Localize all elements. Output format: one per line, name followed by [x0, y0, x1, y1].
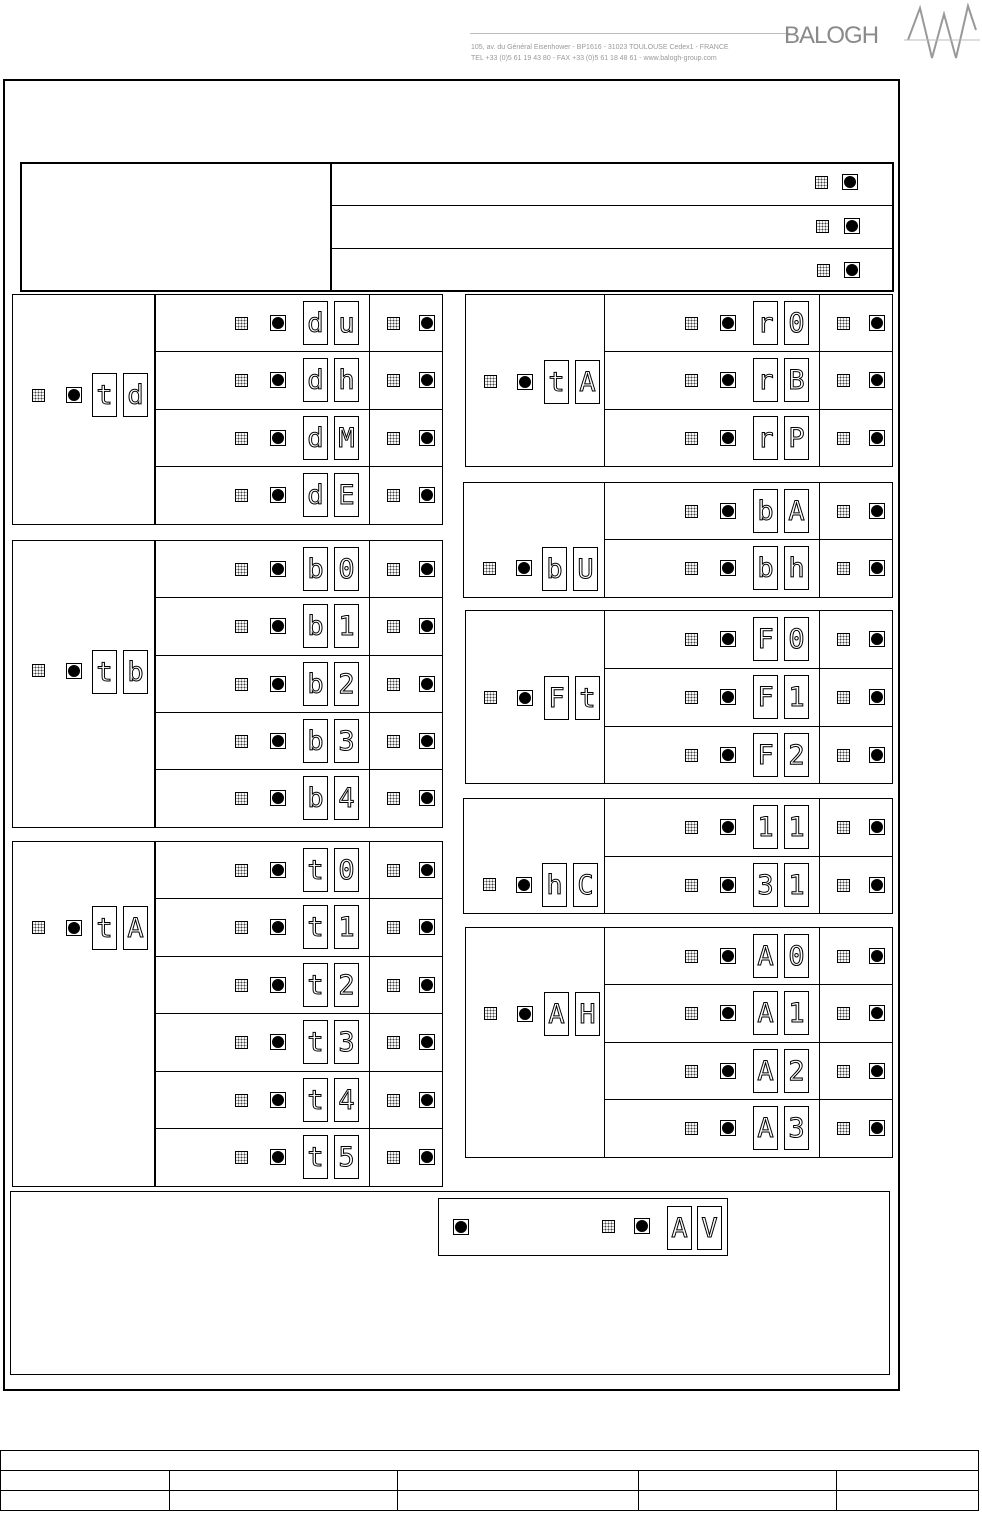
item-right-led-icon — [869, 430, 885, 446]
group-code-digit-1: t — [92, 906, 117, 950]
top-row-2-pattern-icon — [816, 220, 829, 233]
group-led-icon — [517, 374, 533, 390]
menu-group-box — [12, 841, 443, 1187]
group-code-digit-1: A — [544, 992, 569, 1036]
item-digit-1: A — [753, 991, 778, 1035]
item-right-led-icon — [419, 1034, 435, 1050]
footer-table — [0, 1450, 979, 1511]
item-digit-1: F — [753, 675, 778, 719]
item-right-pattern-icon — [837, 505, 850, 518]
item-led-icon — [270, 561, 286, 577]
item-right-pattern-icon — [387, 489, 400, 502]
item-right-led-icon — [419, 977, 435, 993]
item-right-led-icon — [869, 1063, 885, 1079]
item-digit-1: A — [753, 1106, 778, 1150]
group-led-icon — [516, 877, 532, 893]
item-right-pattern-icon — [387, 735, 400, 748]
item-right-pattern-icon — [837, 633, 850, 646]
item-led-icon — [270, 315, 286, 331]
item-led-icon — [720, 503, 736, 519]
item-digit-2: B — [784, 358, 809, 402]
item-digit-2: 1 — [784, 863, 809, 907]
item-pattern-icon — [235, 489, 248, 502]
item-digit-1: b — [303, 776, 328, 820]
item-digit-2: A — [784, 489, 809, 533]
item-led-icon — [720, 560, 736, 576]
item-pattern-icon — [235, 563, 248, 576]
item-digit-2: 3 — [334, 1020, 359, 1064]
group-code-digit-1: b — [542, 547, 567, 591]
item-right-led-icon — [869, 1005, 885, 1021]
item-digit-1: t — [303, 848, 328, 892]
address-line-2: TEL +33 (0)5 61 19 43 80 - FAX +33 (0)5 61 18 48 61 - www.balogh-group.com — [471, 55, 717, 62]
item-pattern-icon — [685, 749, 698, 762]
group-led-icon — [66, 920, 82, 936]
menu-row-line — [604, 668, 893, 669]
menu-row-line — [154, 712, 443, 713]
item-right-pattern-icon — [387, 678, 400, 691]
item-led-icon — [270, 487, 286, 503]
item-pattern-icon — [685, 1007, 698, 1020]
item-right-pattern-icon — [837, 691, 850, 704]
menu-row-line — [604, 726, 893, 727]
item-digit-2: 0 — [784, 617, 809, 661]
menu-group-divider-2 — [819, 610, 820, 783]
menu-group-divider — [604, 294, 605, 466]
item-right-led-icon — [419, 1092, 435, 1108]
group-pattern-icon — [32, 921, 45, 934]
item-pattern-icon — [235, 374, 248, 387]
item-digit-2: 2 — [334, 963, 359, 1007]
menu-row-line — [604, 409, 893, 410]
item-digit-2: 0 — [334, 848, 359, 892]
item-right-led-icon — [869, 372, 885, 388]
item-digit-2: 1 — [334, 604, 359, 648]
item-pattern-icon — [235, 432, 248, 445]
menu-group-divider — [604, 610, 605, 783]
item-right-pattern-icon — [837, 950, 850, 963]
item-pattern-icon — [685, 950, 698, 963]
menu-row-line — [604, 984, 893, 985]
item-digit-1: A — [753, 1049, 778, 1093]
group-pattern-icon — [483, 878, 496, 891]
item-pattern-icon — [685, 879, 698, 892]
item-right-pattern-icon — [837, 562, 850, 575]
item-digit-2: u — [334, 301, 359, 345]
item-led-icon — [270, 676, 286, 692]
item-digit-1: t — [303, 1078, 328, 1122]
menu-row-line — [154, 1071, 443, 1072]
item-right-led-icon — [419, 372, 435, 388]
group-code-digit-1: t — [92, 373, 117, 417]
menu-row-line — [154, 769, 443, 770]
item-pattern-icon — [235, 921, 248, 934]
item-led-icon — [720, 819, 736, 835]
top-row-3-pattern-icon — [817, 264, 830, 277]
item-digit-1: r — [753, 301, 778, 345]
top-row-3-led-icon — [844, 262, 860, 278]
menu-row-line — [604, 856, 893, 857]
item-right-led-icon — [419, 676, 435, 692]
group-code-digit-1: t — [544, 360, 569, 404]
item-right-led-icon — [419, 561, 435, 577]
group-pattern-icon — [484, 691, 497, 704]
item-right-led-icon — [869, 948, 885, 964]
item-pattern-icon — [235, 317, 248, 330]
item-right-pattern-icon — [387, 979, 400, 992]
item-led-icon — [270, 733, 286, 749]
group-code-digit-2: b — [123, 650, 148, 694]
item-digit-1: b — [303, 604, 328, 648]
group-pattern-icon — [483, 562, 496, 575]
group-pattern-icon — [484, 1007, 497, 1020]
top-table-divider — [330, 162, 332, 292]
item-right-pattern-icon — [837, 879, 850, 892]
group-pattern-icon — [32, 664, 45, 677]
item-digit-2: 1 — [784, 675, 809, 719]
item-right-led-icon — [419, 790, 435, 806]
item-digit-2: 1 — [784, 805, 809, 849]
item-right-led-icon — [869, 1120, 885, 1136]
item-right-pattern-icon — [837, 317, 850, 330]
bottom-led-icon — [453, 1219, 469, 1235]
group-code-digit-2: C — [573, 863, 598, 907]
item-digit-1: A — [753, 934, 778, 978]
item-pattern-icon — [235, 1094, 248, 1107]
item-digit-2: 4 — [334, 776, 359, 820]
item-digit-2: 2 — [334, 662, 359, 706]
item-digit-2: 1 — [784, 991, 809, 1035]
item-digit-1: F — [753, 733, 778, 777]
item-led-icon — [270, 1092, 286, 1108]
item-led-icon — [270, 430, 286, 446]
item-right-pattern-icon — [837, 1065, 850, 1078]
item-right-led-icon — [419, 1149, 435, 1165]
item-pattern-icon — [685, 562, 698, 575]
item-right-led-icon — [419, 919, 435, 935]
group-code-digit-2: t — [575, 676, 600, 720]
group-led-icon — [516, 560, 532, 576]
item-digit-1: t — [303, 963, 328, 1007]
item-right-pattern-icon — [387, 1094, 400, 1107]
top-row-1-led-icon — [842, 174, 858, 190]
group-pattern-icon — [484, 375, 497, 388]
item-digit-1: F — [753, 617, 778, 661]
item-led-icon — [270, 618, 286, 634]
item-led-icon — [720, 877, 736, 893]
group-code-digit-1: F — [544, 676, 569, 720]
group-led-icon — [66, 663, 82, 679]
item-right-pattern-icon — [387, 563, 400, 576]
item-led-icon — [720, 948, 736, 964]
item-right-led-icon — [419, 315, 435, 331]
item-digit-1: b — [303, 547, 328, 591]
item-digit-1: d — [303, 416, 328, 460]
item-digit-1: 1 — [753, 805, 778, 849]
item-digit-2: P — [784, 416, 809, 460]
item-pattern-icon — [685, 1065, 698, 1078]
item-pattern-icon — [235, 864, 248, 877]
item-right-led-icon — [869, 315, 885, 331]
menu-row-line — [154, 466, 443, 467]
item-pattern-icon — [685, 505, 698, 518]
item-led-icon — [270, 862, 286, 878]
item-digit-2: M — [334, 416, 359, 460]
item-digit-2: 0 — [334, 547, 359, 591]
menu-group-divider — [154, 540, 156, 827]
item-right-pattern-icon — [837, 821, 850, 834]
item-right-pattern-icon — [387, 620, 400, 633]
item-pattern-icon — [235, 792, 248, 805]
item-right-pattern-icon — [837, 749, 850, 762]
menu-row-line — [154, 1128, 443, 1129]
item-right-led-icon — [419, 487, 435, 503]
top-table — [20, 162, 894, 292]
item-led-icon — [270, 790, 286, 806]
item-right-pattern-icon — [387, 1036, 400, 1049]
item-led-icon — [720, 315, 736, 331]
item-digit-2: 2 — [784, 1049, 809, 1093]
menu-row-line — [154, 1013, 443, 1014]
item-digit-2: 3 — [784, 1106, 809, 1150]
menu-row-line — [154, 898, 443, 899]
item-led-icon — [720, 747, 736, 763]
item-led-icon — [270, 372, 286, 388]
menu-row-line — [154, 597, 443, 598]
item-right-pattern-icon — [387, 432, 400, 445]
item-digit-1: r — [753, 416, 778, 460]
item-right-pattern-icon — [837, 1122, 850, 1135]
menu-row-line — [154, 351, 443, 352]
group-led-icon — [517, 1006, 533, 1022]
menu-row-line — [604, 1099, 893, 1100]
item-led-icon — [270, 1149, 286, 1165]
item-digit-1: b — [753, 489, 778, 533]
item-right-led-icon — [419, 733, 435, 749]
menu-row-line — [154, 409, 443, 410]
item-pattern-icon — [235, 678, 248, 691]
top-row-1-pattern-icon — [815, 176, 828, 189]
item-right-pattern-icon — [387, 921, 400, 934]
item-led-icon — [720, 689, 736, 705]
group-pattern-icon — [32, 389, 45, 402]
item-pattern-icon — [235, 979, 248, 992]
item-right-led-icon — [869, 877, 885, 893]
item-right-led-icon — [419, 430, 435, 446]
item-right-led-icon — [419, 618, 435, 634]
item-right-pattern-icon — [387, 864, 400, 877]
item-digit-1: t — [303, 905, 328, 949]
item-pattern-icon — [685, 691, 698, 704]
address-line-1: 105, av. du Général Eisenhower - BP1616 - 31023 TOULOUSE Cedex1 - FRANCE — [471, 44, 729, 51]
item-digit-2: E — [334, 473, 359, 517]
item-pattern-icon — [685, 317, 698, 330]
item-digit-2: 3 — [334, 719, 359, 763]
item-led-icon — [270, 919, 286, 935]
menu-row-line — [604, 351, 893, 352]
item-led-icon — [720, 1005, 736, 1021]
item-right-pattern-icon — [387, 1151, 400, 1164]
group-led-icon — [517, 690, 533, 706]
item-led-icon — [720, 372, 736, 388]
item-pattern-icon — [685, 633, 698, 646]
item-digit-1: b — [753, 546, 778, 590]
bottom-pattern-icon — [602, 1220, 615, 1233]
item-digit-2: h — [334, 358, 359, 402]
item-right-led-icon — [869, 819, 885, 835]
bottom-led-icon-2 — [634, 1218, 650, 1234]
item-digit-2: 0 — [784, 301, 809, 345]
item-led-icon — [720, 1120, 736, 1136]
item-right-pattern-icon — [837, 1007, 850, 1020]
item-right-led-icon — [869, 689, 885, 705]
group-code-digit-2: d — [123, 373, 148, 417]
menu-group-divider-2 — [369, 540, 370, 827]
item-led-icon — [270, 1034, 286, 1050]
menu-group-divider-2 — [819, 294, 820, 466]
item-digit-1: d — [303, 301, 328, 345]
item-digit-1: t — [303, 1020, 328, 1064]
header-address — [471, 42, 729, 64]
item-led-icon — [720, 1063, 736, 1079]
logo-wave-icon — [904, 0, 980, 70]
item-pattern-icon — [685, 821, 698, 834]
item-pattern-icon — [235, 1036, 248, 1049]
item-pattern-icon — [685, 374, 698, 387]
item-right-pattern-icon — [387, 317, 400, 330]
menu-row-line — [154, 655, 443, 656]
item-digit-2: 0 — [784, 934, 809, 978]
item-digit-1: d — [303, 473, 328, 517]
item-right-pattern-icon — [837, 374, 850, 387]
item-digit-2: h — [784, 546, 809, 590]
group-code-digit-2: A — [575, 360, 600, 404]
item-digit-1: d — [303, 358, 328, 402]
item-pattern-icon — [685, 432, 698, 445]
item-digit-2: 5 — [334, 1135, 359, 1179]
item-right-led-icon — [419, 862, 435, 878]
item-digit-2: 2 — [784, 733, 809, 777]
menu-group-box — [463, 482, 893, 598]
item-led-icon — [270, 977, 286, 993]
group-code-digit-2: U — [573, 547, 598, 591]
menu-row-line — [604, 539, 893, 540]
header-rule — [470, 33, 790, 34]
item-right-led-icon — [869, 631, 885, 647]
group-code-digit-2: A — [123, 906, 148, 950]
item-digit-1: t — [303, 1135, 328, 1179]
group-code-digit-2: H — [575, 992, 600, 1036]
group-code-digit-1: h — [542, 863, 567, 907]
item-pattern-icon — [235, 620, 248, 633]
item-right-pattern-icon — [387, 792, 400, 805]
menu-group-box — [12, 540, 443, 828]
item-digit-1: b — [303, 662, 328, 706]
item-digit-1: b — [303, 719, 328, 763]
item-right-pattern-icon — [387, 374, 400, 387]
item-pattern-icon — [235, 735, 248, 748]
item-pattern-icon — [685, 1122, 698, 1135]
item-digit-2: 1 — [334, 905, 359, 949]
item-digit-2: 4 — [334, 1078, 359, 1122]
item-digit-1: r — [753, 358, 778, 402]
group-led-icon — [66, 387, 82, 403]
bottom-display-digit-1: A — [667, 1206, 692, 1250]
item-digit-1: 3 — [753, 863, 778, 907]
item-right-led-icon — [869, 747, 885, 763]
item-right-led-icon — [869, 560, 885, 576]
item-pattern-icon — [235, 1151, 248, 1164]
menu-row-line — [604, 1042, 893, 1043]
group-code-digit-1: t — [92, 650, 117, 694]
bottom-display-digit-2: V — [697, 1206, 722, 1250]
item-right-pattern-icon — [837, 432, 850, 445]
item-led-icon — [720, 631, 736, 647]
top-row-2-led-icon — [844, 218, 860, 234]
menu-row-line — [154, 956, 443, 957]
item-led-icon — [720, 430, 736, 446]
item-right-led-icon — [869, 503, 885, 519]
logo-text: BALOGH — [784, 22, 879, 49]
footer-row-top — [1, 1451, 979, 1471]
